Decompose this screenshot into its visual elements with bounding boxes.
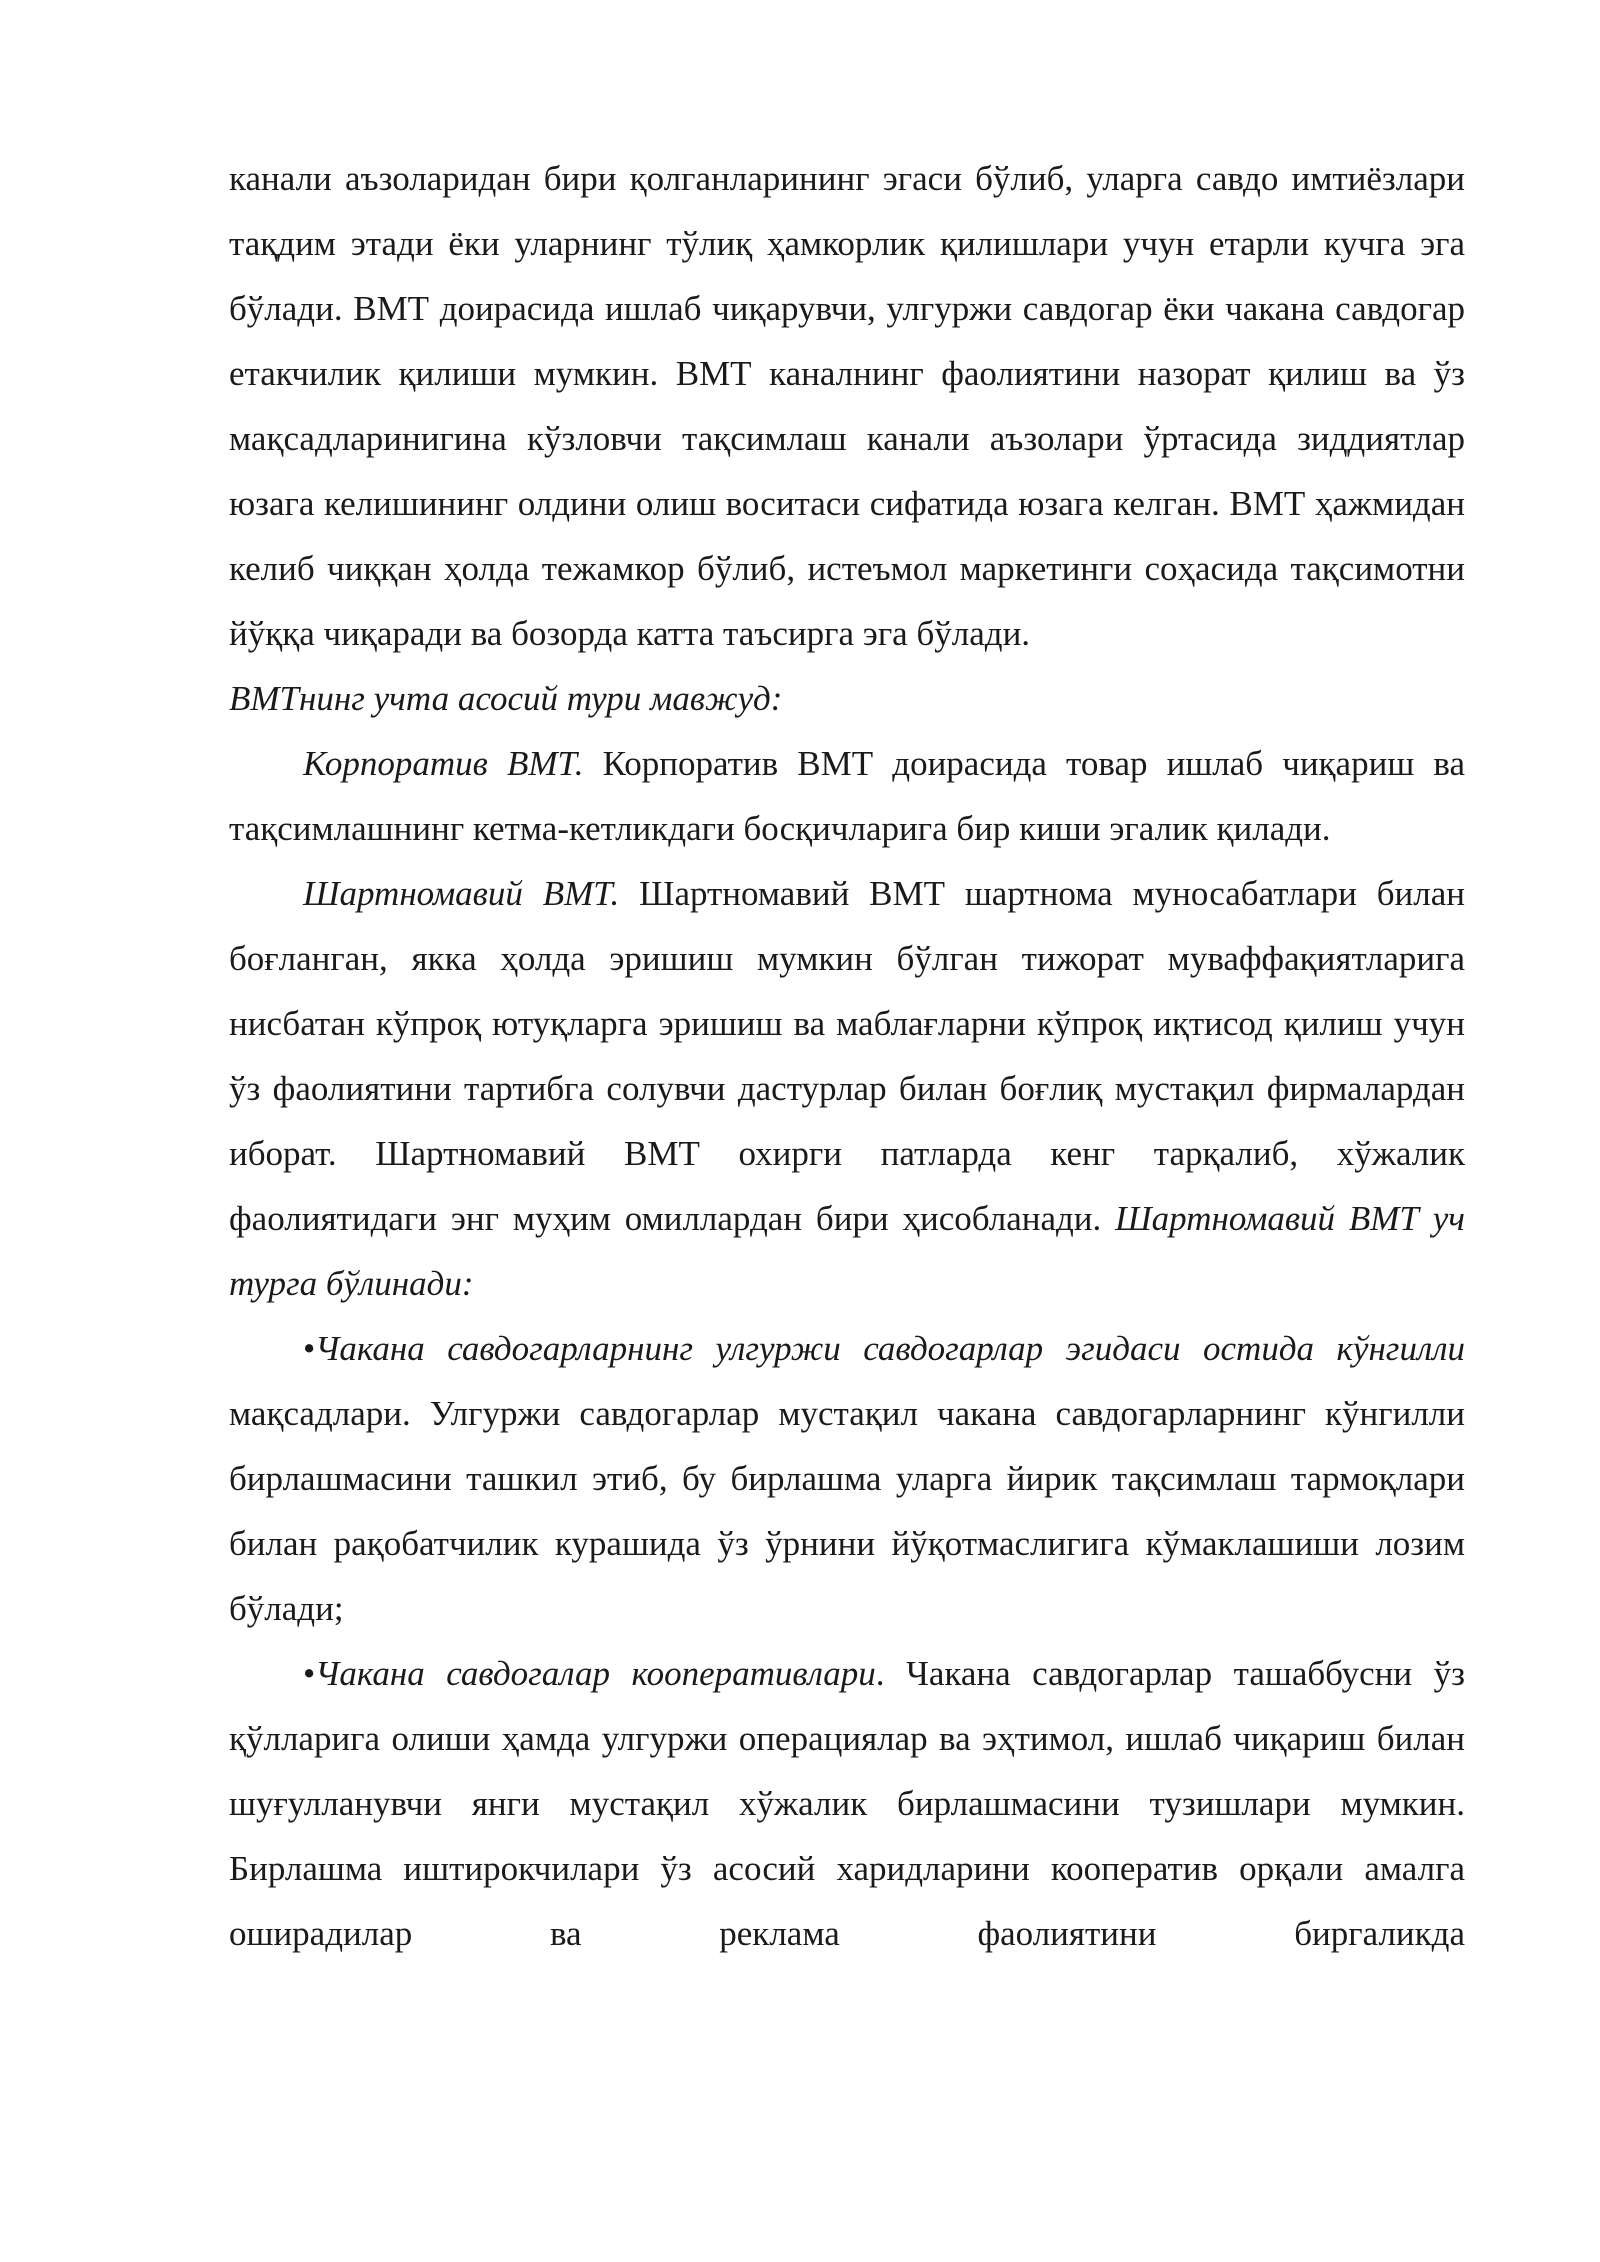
contractual-vmt-term: Шартномавий ВМТ. <box>303 874 620 913</box>
bullet-icon: • <box>303 1329 316 1368</box>
contractual-vmt-subtypes-intro: Шартномавий ВМТ уч турга бўлинади: <box>229 1199 1465 1303</box>
document-page <box>229 146 1465 1966</box>
bullet-item-retailer-cooperatives <box>229 1641 1465 1966</box>
voluntary-chains-term: Чакана савдогарларнинг улгуржи савдогарлар эгидаси остида кўнгилли <box>315 1329 1465 1368</box>
corporate-vmt-term: Корпоратив ВМТ. <box>303 744 584 783</box>
paragraph-vmt-types-heading <box>229 666 1465 731</box>
bullet-item-voluntary-chains <box>229 1316 1465 1641</box>
retailer-cooperatives-text: . Чакана савдогарлар ташаббусни ўз қўлларига олиши ҳамда улгуржи операциялар ва эҳтимол, ишлаб чиқариш билан шуғулланувчи янги мустақил хўжалик бирлашмасини тузишлари мумкин. Бирлашма иштирокчилари ўз асосий харидларини кооператив орқали амалга оширадилар ва реклама фаолиятини биргаликда <box>229 1654 1465 1953</box>
bullet-icon: • <box>303 1654 316 1693</box>
voluntary-chains-text: мақсадлари. Улгуржи савдогарлар мустақил чакана савдогарларнинг кўнгилли бирлашмасини ташкил этиб, бу бирлашма уларга йирик тақсимлаш тармоқлари билан рақобатчилик курашида ўз ўрнини йўқотмаслигига кўмаклашиши лозим бўлади; <box>229 1394 1465 1628</box>
contractual-vmt-text: Шартномавий ВМТ шартнома муносабатлари билан боғланган, якка ҳолда эришиш мумкин бўлган тижорат муваффақиятларига нисбатан кўпроқ ютуқларга эришиш ва маблағларни кўпроқ иқтисод қилиш учун ўз фаолиятини тартибга солувчи дастурлар билан боғлиқ мустақил фирмалардан иборат. Шартномавий ВМТ охирги патларда кенг тарқалиб, хўжалик фаолиятидаги энг муҳим омиллардан бири ҳисобланади. <box>229 874 1465 1238</box>
paragraph-corporate-vmt <box>229 731 1465 861</box>
paragraph-contractual-vmt <box>229 861 1465 1316</box>
paragraph-vmt-description <box>229 146 1465 666</box>
types-heading-text: ВМТнинг учта асосий тури мавжуд: <box>229 679 783 718</box>
retailer-cooperatives-term: Чакана савдогалар кооперативлари <box>315 1654 876 1693</box>
paragraph-text: канали аъзоларидан бири қолганларининг эгаси бўлиб, уларга савдо имтиёзлари тақдим этади ёки уларнинг тўлиқ ҳамкорлик қилишлари учун етарли кучга эга бўлади. ВМТ доирасида ишлаб чиқарувчи, улгуржи савдогар ёки чакана савдогар етакчилик қилиши мумкин. ВМТ каналнинг фаолиятини назорат қилиш ва ўз мақсадларинигина кўзловчи тақсимлаш канали аъзолари ўртасида зиддиятлар юзага келишининг олдини олиш воситаси сифатида юзага келган. ВМТ ҳажмидан келиб чиққан ҳолда тежамкор бўлиб, истеъмол маркетинги соҳасида тақсимотни йўққа чиқаради ва бозорда катта таъсирга эга бўлади. <box>229 159 1465 653</box>
corporate-vmt-text: Корпоратив ВМТ доирасида товар ишлаб чиқариш ва тақсимлашнинг кетма-кетликдаги босқичларига бир киши эгалик қилади. <box>229 744 1465 848</box>
